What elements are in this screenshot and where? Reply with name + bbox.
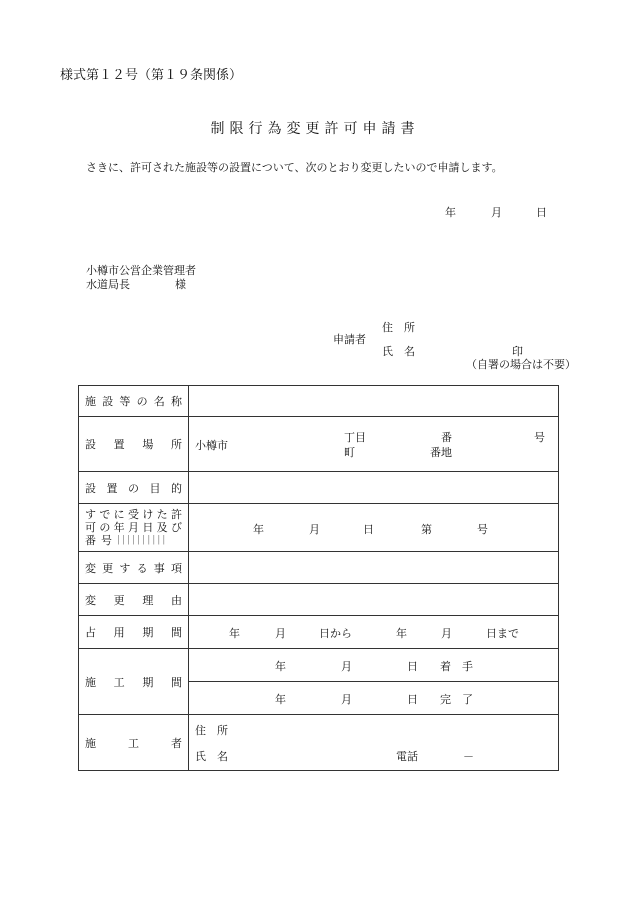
location-chome: 丁目 (344, 431, 366, 444)
construction-start-label: 着 手 (440, 660, 473, 673)
construction-start-year: 年 (275, 660, 286, 673)
prior-permit-dai: 第 (421, 523, 432, 536)
facility-name-label-cell (79, 386, 189, 417)
prior-permit-filler-marks: |||||||||| (117, 535, 168, 545)
occupancy-month1: 月 (275, 627, 286, 640)
change-items-label-cell (79, 552, 189, 584)
change-items-label: 変 更 す る 事 項 (85, 561, 182, 575)
applicant-label: 申請者 (333, 333, 366, 346)
occupancy-until: 日まで (486, 627, 519, 640)
location-go: 号 (534, 431, 545, 444)
location-banchi: 番地 (430, 446, 452, 459)
occupancy-value[interactable] (189, 616, 559, 649)
row-facility-name (79, 386, 559, 417)
construction-start-value[interactable] (189, 649, 559, 682)
row-purpose (79, 472, 559, 504)
document-title: 制限行為変更許可申請書 (210, 121, 420, 137)
prior-permit-label-line3: 番号 (85, 534, 117, 547)
change-items-value[interactable] (189, 552, 559, 584)
facility-name-value[interactable] (189, 386, 559, 417)
construction-finish-day: 日 (407, 693, 418, 706)
applicant-address-label: 住 所 (382, 321, 415, 334)
prior-permit-day: 日 (363, 523, 374, 536)
facility-name-label: 施 設 等 の 名 称 (85, 395, 182, 408)
construction-start-day: 日 (407, 660, 418, 673)
seal-note: （自署の場合は不要） (466, 358, 576, 371)
prior-permit-year: 年 (253, 523, 264, 536)
change-reason-label: 変 更 理 由 (85, 593, 182, 607)
contractor-label: 施 工 者 (85, 736, 182, 750)
purpose-label: 設 置 の 目 的 (85, 481, 182, 495)
purpose-label-cell (79, 472, 189, 504)
seal-mark: 印 (512, 345, 523, 358)
construction-period-label: 施 工 期 間 (85, 675, 182, 689)
construction-period-label-cell (79, 649, 189, 715)
intro-text: さきに、許可された施設等の設置について、次のとおり変更したいので申請します。 (86, 161, 503, 174)
prior-permit-label-line1: す で に 受 け た 許 (85, 508, 182, 521)
date-month-label: 月 (491, 206, 502, 219)
occupancy-year1: 年 (229, 627, 240, 640)
occupancy-label-cell (79, 616, 189, 649)
row-occupancy (79, 616, 559, 649)
row-construction-start (79, 649, 559, 682)
location-label: 設 置 場 所 (85, 438, 182, 451)
change-reason-value[interactable] (189, 584, 559, 616)
row-contractor (79, 715, 559, 771)
row-change-reason (79, 584, 559, 616)
occupancy-from: 日から (319, 627, 352, 640)
prior-permit-label-line2: 可 の 年 月 日 及 び (85, 521, 182, 534)
change-reason-label-cell (79, 584, 189, 616)
application-table (78, 385, 559, 771)
purpose-value[interactable] (189, 472, 559, 504)
prior-permit-month: 月 (309, 523, 320, 536)
form-number: 様式第１２号（第１９条関係） (60, 68, 243, 83)
prior-permit-label-line3-wrap (79, 534, 188, 547)
occupancy-year2: 年 (396, 627, 407, 640)
location-ban: 番 (441, 431, 452, 444)
contractor-phone-label: 電話 (396, 750, 418, 763)
prior-permit-go: 号 (477, 523, 488, 536)
construction-finish-label: 完 了 (440, 693, 473, 706)
contractor-name-label: 氏 名 (195, 750, 228, 763)
date-year-label: 年 (445, 206, 456, 219)
occupancy-month2: 月 (441, 627, 452, 640)
addressee-honorific: 様 (175, 278, 186, 291)
contractor-label-cell (79, 715, 189, 771)
contractor-address-label: 住 所 (195, 724, 228, 737)
contractor-phone-dash: － (463, 750, 474, 763)
occupancy-label: 占 用 期 間 (85, 626, 182, 639)
addressee-line2: 水道局長 (86, 278, 130, 291)
contractor-value[interactable] (189, 715, 559, 771)
location-label-cell (79, 417, 189, 472)
prior-permit-value[interactable] (189, 504, 559, 552)
construction-finish-value[interactable] (189, 682, 559, 715)
addressee-line1: 小樽市公営企業管理者 (86, 264, 196, 277)
row-change-items (79, 552, 559, 584)
location-value[interactable] (189, 417, 559, 472)
date-day-label: 日 (536, 206, 547, 219)
prior-permit-label-cell (79, 504, 189, 552)
row-prior-permit (79, 504, 559, 552)
construction-finish-month: 月 (341, 693, 352, 706)
applicant-name-label: 氏 名 (382, 345, 415, 358)
location-city: 小樽市 (195, 439, 228, 452)
row-location (79, 417, 559, 472)
location-cho: 町 (344, 446, 355, 459)
construction-finish-year: 年 (275, 693, 286, 706)
construction-start-month: 月 (341, 660, 352, 673)
